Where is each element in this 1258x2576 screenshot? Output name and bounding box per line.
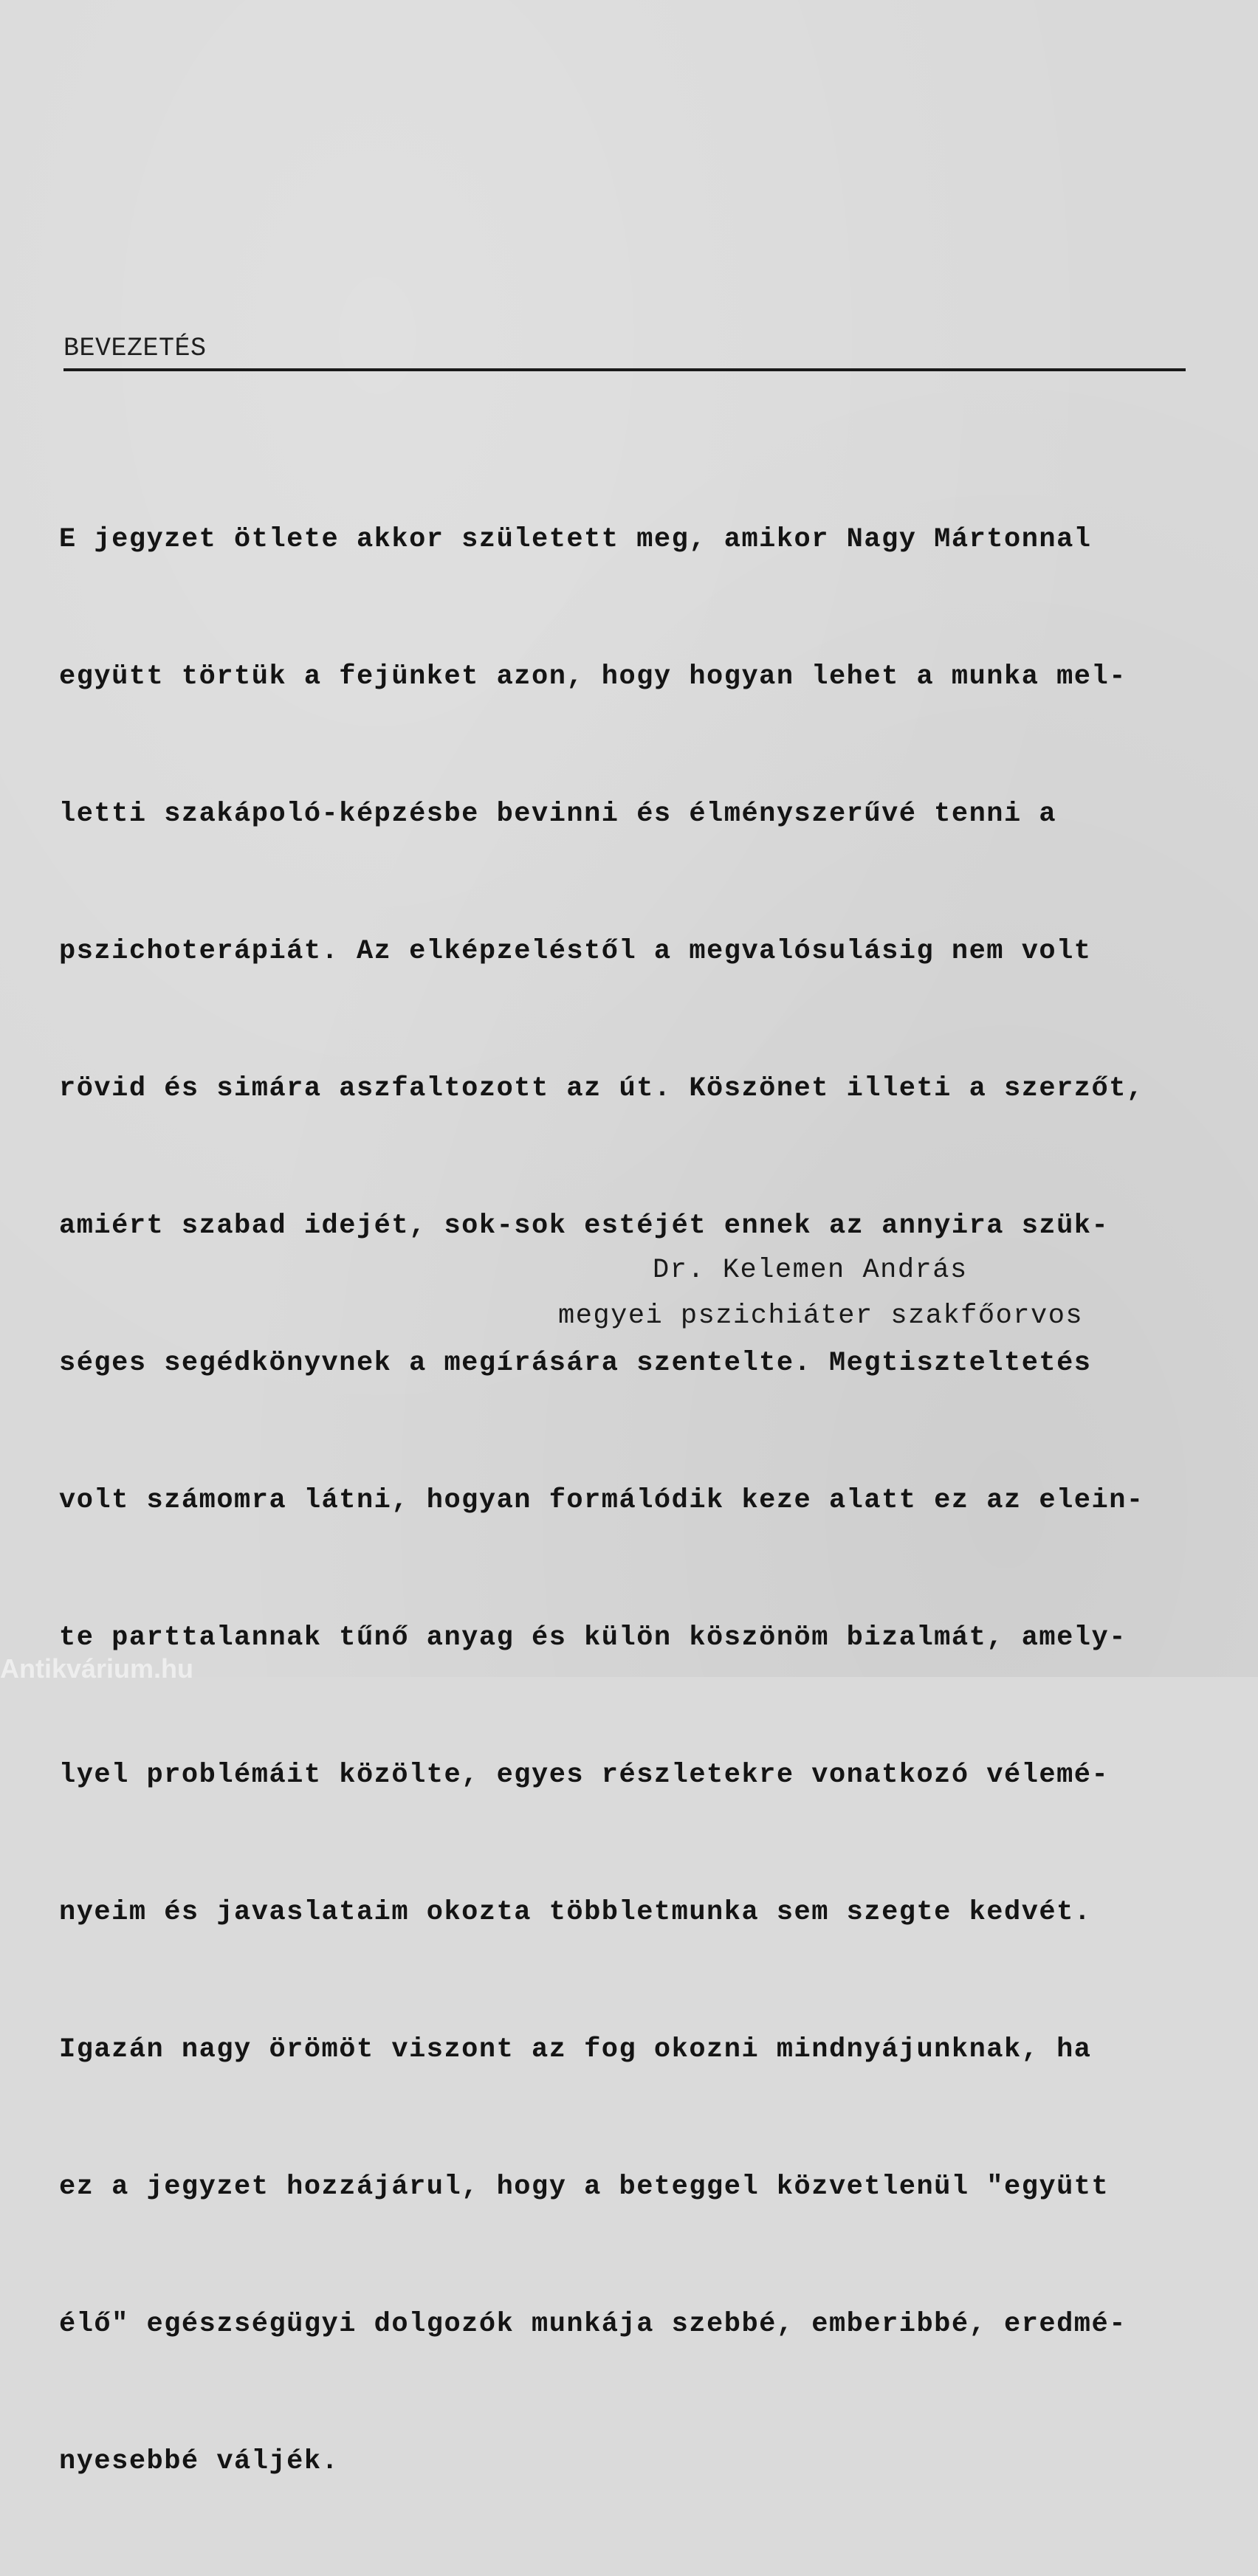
paragraph-line: te parttalannak tűnő anyag és külön köszönöm bizalmát, amely- <box>59 1622 1127 1653</box>
signature-name: Dr. Kelemen András <box>653 1255 968 1286</box>
paragraph-line: amiért szabad idejét, sok-sok estéjét ennek az annyira szük- <box>59 1210 1110 1241</box>
paragraph-line: Igazán nagy örömöt viszont az fog okozni mindnyájunknak, ha <box>59 2034 1092 2065</box>
paragraph-line: élő" egészségügyi dolgozók munkája szebbé, emberibbé, eredmé- <box>59 2309 1127 2340</box>
paragraph-line: nyeim és javaslataim okozta többletmunka sem szegte kedvét. <box>59 1897 1092 1928</box>
paragraph-line: ez a jegyzet hozzájárul, hogy a beteggel közvetlenül "együtt <box>59 2172 1110 2203</box>
paragraph-line: E jegyzet ötlete akkor született meg, amikor Nagy Mártonnal <box>59 524 1092 555</box>
paragraph-line: séges segédkönyvnek a megírására szentelte. Megtiszteltetés <box>59 1348 1092 1379</box>
paragraph-line: letti szakápoló-képzésbe bevinni és élményszerűvé tenni a <box>59 799 1057 830</box>
paragraph <box>59 425 1240 2576</box>
paragraph-line: nyesebbé váljék. <box>59 2446 340 2477</box>
heading-underline <box>63 368 1186 371</box>
watermark: Antikvárium.hu <box>0 1653 194 1684</box>
paragraph-line: lyel problémáit közölte, egyes részletekre vonatkozó vélemé- <box>59 1760 1110 1791</box>
paragraph-line: együtt törtük a fejünket azon, hogy hogyan lehet a munka mel- <box>59 661 1127 692</box>
signature-title: megyei pszichiáter szakfőorvos <box>558 1301 1084 1332</box>
section-heading: BEVEZETÉS <box>63 334 207 363</box>
paragraph-line: rövid és simára aszfaltozott az út. Köszönet illeti a szerzőt, <box>59 1073 1144 1104</box>
paragraph-line: volt számomra látni, hogyan formálódik keze alatt ez az elein- <box>59 1485 1144 1516</box>
paragraph-line: pszichoterápiát. Az elképzeléstől a megvalósulásig nem volt <box>59 936 1092 967</box>
